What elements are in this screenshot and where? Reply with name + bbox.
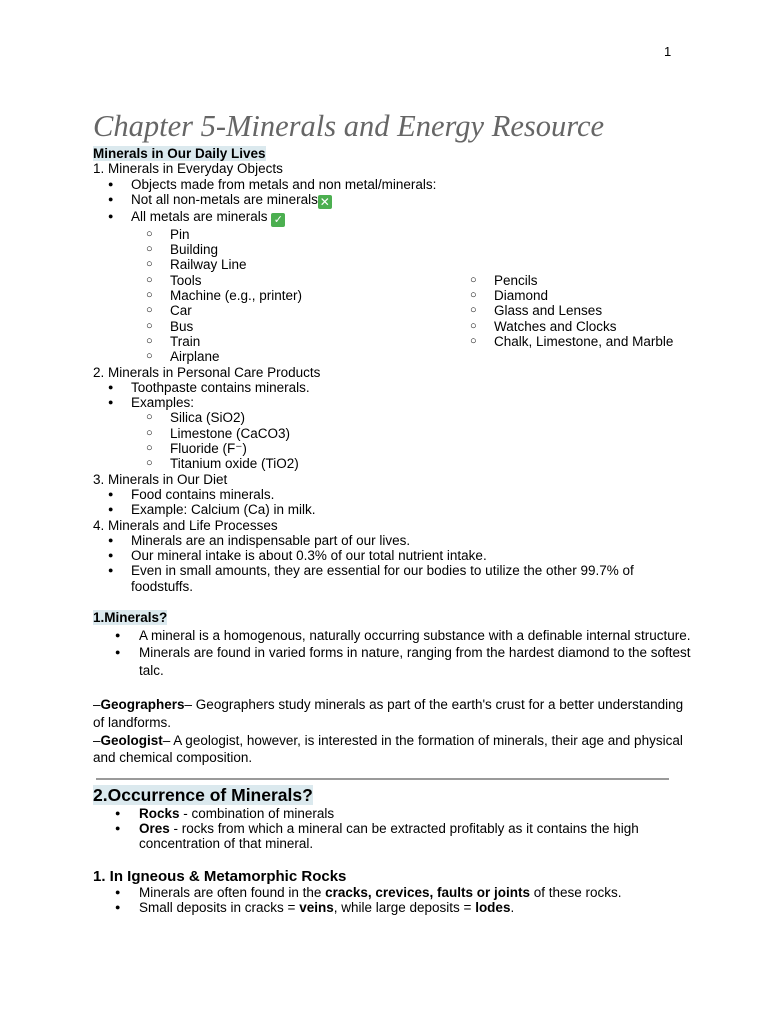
igneous-bullets xyxy=(93,885,693,916)
list-item: ○ Silica (SiO2) xyxy=(93,410,693,425)
list-item xyxy=(93,821,693,852)
text: . xyxy=(510,899,515,915)
geographers-label: Geographers xyxy=(100,697,185,713)
rocks-label: Rocks xyxy=(139,805,180,821)
mineral-objects-list xyxy=(417,273,673,349)
section-heading: 1.Minerals? xyxy=(93,610,168,626)
bold-text: veins xyxy=(299,899,334,915)
section-heading: Minerals in Our Daily Lives xyxy=(93,146,266,161)
list-item: ○ Watches and Clocks xyxy=(417,319,673,334)
list-item: ○ Airplane xyxy=(93,349,693,364)
bold-text: lodes xyxy=(475,899,511,915)
geographers-paragraph xyxy=(93,696,693,731)
list-item: ○ Chalk, Limestone, and Marble xyxy=(417,334,673,349)
section-roles xyxy=(93,696,693,766)
heading-text: 2.Occurrence of Minerals? xyxy=(93,784,313,805)
text: Small deposits in cracks = xyxy=(139,899,300,915)
list-item: ● Minerals are found in varied forms in nature, ranging from the hardest diamond to the softest talc. xyxy=(93,644,693,679)
list-item: ● Food contains minerals. xyxy=(93,487,693,502)
section-occurrence xyxy=(93,784,693,915)
list-item: ● Examples: xyxy=(93,395,693,410)
ores-label: Ores xyxy=(139,821,170,837)
list-item: ○ Pencils xyxy=(417,273,673,288)
dash: – xyxy=(93,697,101,713)
text: Minerals are often found in the xyxy=(139,884,326,900)
list-item xyxy=(93,885,693,900)
list-item-text: Not all non-metals are minerals xyxy=(131,191,318,207)
section-minerals-definition xyxy=(93,609,693,679)
personal-care-bullets xyxy=(93,380,693,411)
text: , while large deposits = xyxy=(333,899,476,915)
list-item: ○ Limestone (CaCO3) xyxy=(93,426,693,441)
subheading-diet: 3. Minerals in Our Diet xyxy=(93,471,228,487)
list-item: ● A mineral is a homogenous, naturally occurring substance with a definable internal structure. xyxy=(93,627,693,645)
geologist-paragraph xyxy=(93,732,693,767)
text: of these rocks. xyxy=(529,884,622,900)
document-body xyxy=(93,108,693,915)
list-item: ○ Car xyxy=(93,303,693,318)
list-item: ○ Machine (e.g., printer) xyxy=(93,288,693,303)
list-item: ○ Building xyxy=(93,242,693,257)
ores-text: - rocks from which a mineral can be extracted profitably as it contains the high concentration of that mineral. xyxy=(139,821,639,852)
cross-mark-icon: ✕ xyxy=(319,194,330,209)
list-item: ○ Railway Line xyxy=(93,257,693,272)
section-heading-occurrence xyxy=(93,784,693,806)
check-mark-icon: ✓ xyxy=(271,213,285,227)
occurrence-bullets xyxy=(93,806,693,852)
bold-text: cracks, crevices, faults or joints xyxy=(325,884,530,900)
list-item: ● Minerals are an indispensable part of our lives. xyxy=(93,533,693,548)
subheading-everyday-objects: 1. Minerals in Everyday Objects xyxy=(93,161,283,177)
rocks-text: - combination of minerals xyxy=(179,805,335,821)
list-item xyxy=(93,192,693,209)
list-item xyxy=(93,209,693,227)
list-item xyxy=(93,806,693,821)
list-item: ● Example: Calcium (Ca) in milk. xyxy=(93,502,693,517)
diet-bullets xyxy=(93,487,693,518)
list-item: ● Even in small amounts, they are essential for our bodies to utilize the other 99.7% of foodstuffs. xyxy=(93,563,693,594)
igneous-list xyxy=(93,885,693,916)
chapter-title: Chapter 5-Minerals and Energy Resource xyxy=(93,109,605,143)
subheading-igneous: 1. In Igneous & Metamorphic Rocks xyxy=(93,867,347,885)
everyday-bullets xyxy=(93,177,693,227)
list-item: ● Our mineral intake is about 0.3% of our total nutrient intake. xyxy=(93,548,693,563)
page-number: 1 xyxy=(664,44,672,59)
list-item: ○ Tools xyxy=(93,273,693,288)
dash: – xyxy=(93,732,101,748)
list-item: ○ Bus xyxy=(93,319,693,334)
geographers-text: – Geographers study minerals as part of the earth's crust for a better understanding of landforms. xyxy=(93,697,684,730)
horizontal-divider xyxy=(96,778,669,780)
geologist-label: Geologist xyxy=(100,732,163,748)
subheading-life-processes: 4. Minerals and Life Processes xyxy=(93,517,278,533)
list-item: ○ Titanium oxide (TiO2) xyxy=(93,456,693,471)
list-item: ● Toothpaste contains minerals. xyxy=(93,380,693,395)
life-process-bullets xyxy=(93,533,693,594)
list-item: ○ Train xyxy=(93,334,693,349)
definition-bullets xyxy=(93,627,693,680)
personal-care-examples xyxy=(93,410,693,471)
list-item: ○ Glass and Lenses xyxy=(417,303,673,318)
geologist-text: – A geologist, however, is interested in the formation of minerals, their age and physical and chemical composition. xyxy=(93,732,683,766)
list-item: ○ Pin xyxy=(93,227,693,242)
section-daily-lives xyxy=(93,146,693,594)
metal-objects-columns xyxy=(93,227,693,365)
list-item-text: All metals are minerals xyxy=(131,208,268,224)
list-item: ○ Diamond xyxy=(417,288,673,303)
list-item: ○ Fluoride (F⁻) xyxy=(93,441,693,456)
mineral-objects-column xyxy=(417,273,673,349)
list-item xyxy=(93,900,693,915)
subheading-personal-care: 2. Minerals in Personal Care Products xyxy=(93,364,321,380)
occurrence-definitions xyxy=(93,806,693,852)
list-item: ● Objects made from metals and non metal/minerals: xyxy=(93,177,693,192)
